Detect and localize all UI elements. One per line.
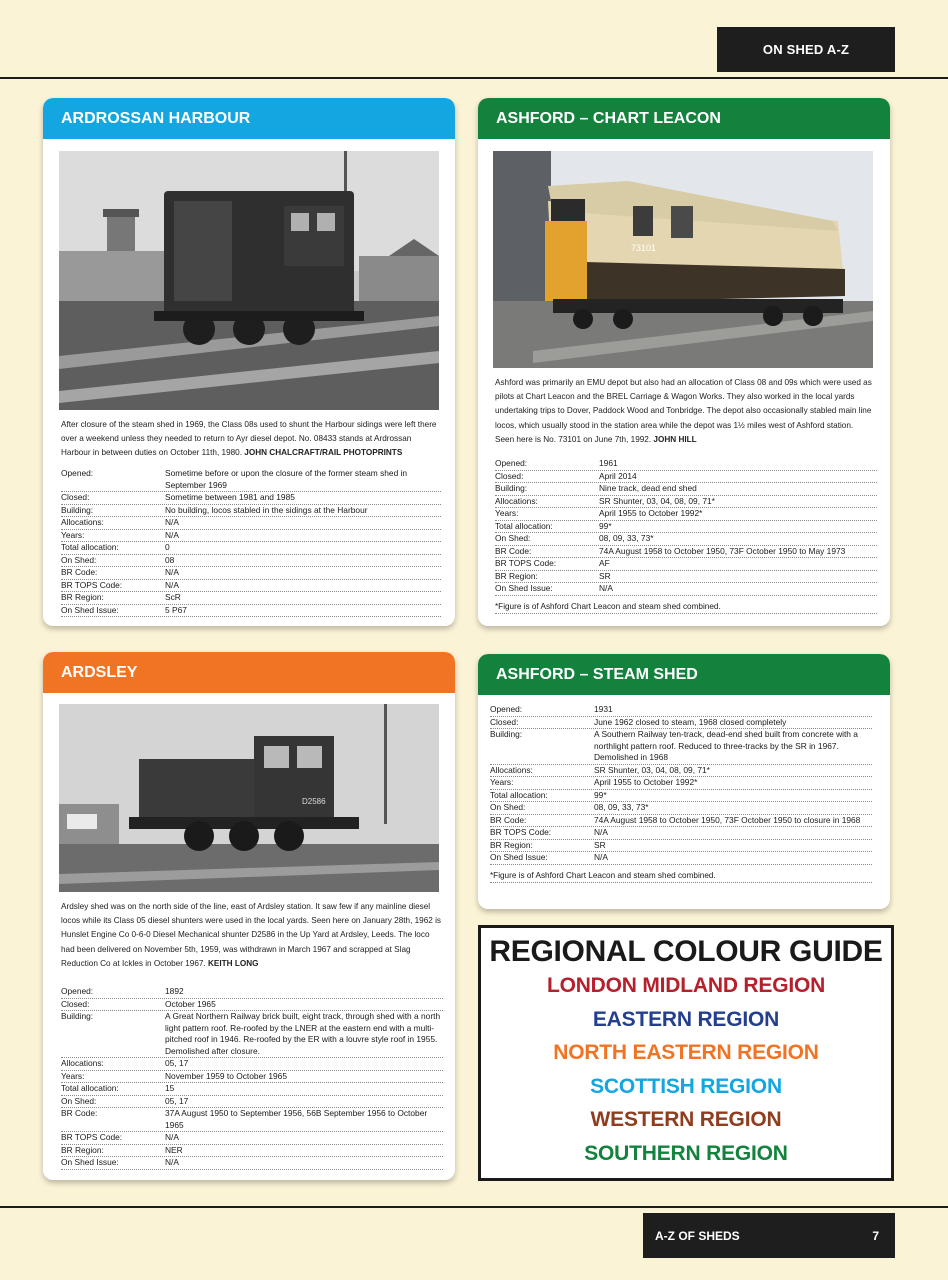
fact-row [61, 505, 441, 518]
fact-label: Total allocation: [61, 542, 119, 552]
fact-row [490, 852, 872, 865]
fact-label: BR Region: [490, 839, 533, 850]
fact-row [61, 1058, 443, 1071]
photo-credit: JOHN CHALCRAFT/RAIL PHOTOPRINTS [244, 448, 403, 458]
fact-value: April 1955 to October 1992* [599, 508, 703, 518]
fact-label: BR TOPS Code: [61, 579, 123, 590]
fact-label: Allocations: [61, 1058, 104, 1068]
fact-row [61, 468, 441, 492]
photo-caption [61, 900, 443, 971]
fact-label: Opened: [495, 458, 528, 468]
fact-label: Closed: [61, 998, 90, 1009]
fact-value: 37A August 1950 to September 1956, 56B September 1956 to October 1965 [165, 1108, 428, 1130]
fact-label: Years: [61, 1070, 85, 1081]
photo-credit: KEITH LONG [208, 958, 259, 968]
section-label: ON SHED A-Z [762, 42, 850, 57]
fact-row [490, 717, 872, 730]
fact-row [61, 1083, 443, 1096]
fact-value: 15 [165, 1083, 175, 1093]
footnote: *Figure is of Ashford Chart Leacon and steam shed combined. [495, 596, 877, 614]
fact-row [61, 605, 441, 618]
fact-value: A Southern Railway ten-track, dead-end shed built from concrete with a northlight pattern roof. Reduced to three-tracks by the SR in 1967. Demolished in 1968 [594, 729, 858, 762]
fact-value: 74A August 1958 to October 1950, 73F October 1950 to closure in 1968 [594, 814, 861, 825]
top-rule [0, 77, 948, 79]
caption-text: After closure of the steam shed in 1969, the Class 08s used to shunt the Harbour sidings were left there over a weekend unless they needed to return to Ayr diesel depot. No. 08433 stands at Ardrossan Harbour in between duties on October 11th, 1980. [61, 420, 437, 458]
fact-label: BR Code: [495, 545, 532, 556]
facts-table [61, 986, 443, 1170]
fact-value: ScR [165, 592, 181, 602]
loco-number-label: D2586 [302, 797, 326, 806]
fact-row [61, 1157, 443, 1170]
fact-row [490, 765, 872, 778]
fact-row [61, 1011, 443, 1058]
facts-table [495, 458, 877, 614]
photo-caption [495, 376, 873, 447]
fact-row [61, 1096, 443, 1109]
fact-value: 1931 [594, 704, 613, 714]
fact-value: NER [165, 1144, 183, 1155]
fact-label: Allocations: [490, 764, 533, 775]
fact-label: BR TOPS Code: [490, 827, 552, 837]
fact-value: N/A [594, 827, 608, 837]
fact-row [495, 571, 877, 584]
fact-value: 99* [594, 789, 607, 800]
fact-value: N/A [165, 579, 179, 590]
fact-label: Allocations: [61, 517, 104, 527]
photo-class-73-locomotive [493, 151, 873, 368]
fact-row [495, 471, 877, 484]
fact-row [61, 1108, 443, 1132]
card-header [478, 654, 890, 695]
facts-table [61, 468, 441, 617]
fact-row [61, 986, 443, 999]
fact-label: Closed: [61, 492, 90, 502]
fact-label: BR Region: [61, 592, 104, 602]
card-ashford-steam-shed [478, 654, 890, 909]
fact-label: Opened: [61, 468, 94, 478]
fact-label: On Shed: [61, 1095, 97, 1106]
fact-label: On Shed Issue: [61, 1157, 119, 1167]
facts-table [490, 704, 872, 883]
fact-label: BR TOPS Code: [495, 558, 557, 568]
fact-label: On Shed: [495, 533, 531, 543]
fact-value: Sometime between 1981 and 1985 [165, 492, 295, 502]
card-header [478, 98, 890, 139]
card-ardsley [43, 652, 455, 1180]
fact-row [495, 458, 877, 471]
card-header [43, 652, 455, 693]
region-label: NORTH EASTERN REGION [553, 1041, 819, 1064]
fact-label: Opened: [61, 986, 94, 996]
fact-value: November 1959 to October 1965 [165, 1070, 287, 1081]
fact-row [495, 496, 877, 509]
fact-value: AF [599, 558, 610, 568]
fact-row [490, 790, 872, 803]
fact-row [490, 704, 872, 717]
fact-value: Nine track, dead end shed [599, 483, 697, 493]
fact-value: 08, 09, 33, 73* [594, 802, 649, 812]
card-ardrossan-harbour [43, 98, 455, 626]
fact-value: N/A [594, 852, 608, 862]
fact-value: 08 [165, 554, 175, 565]
fact-label: Building: [61, 1011, 94, 1021]
fact-value: April 1955 to October 1992* [594, 777, 698, 787]
fact-row [490, 840, 872, 853]
card-title: ARDSLEY [61, 663, 138, 681]
fact-row [61, 592, 441, 605]
fact-label: Years: [61, 529, 85, 540]
fact-value: N/A [165, 567, 179, 577]
fact-row [490, 729, 872, 765]
fact-value: October 1965 [165, 998, 216, 1009]
fact-value: 74A August 1958 to October 1950, 73F October 1950 to May 1973 [599, 545, 846, 556]
fact-value: SR [594, 839, 606, 850]
fact-row [61, 555, 441, 568]
region-list [481, 969, 891, 1170]
fact-label: BR TOPS Code: [61, 1132, 123, 1142]
fact-label: On Shed: [61, 554, 97, 565]
fact-value: 1961 [599, 458, 618, 468]
fact-row [61, 530, 441, 543]
fact-label: BR Code: [490, 814, 527, 825]
fact-value: SR [599, 570, 611, 581]
region-label: EASTERN REGION [592, 1007, 780, 1031]
region-label: LONDON MIDLAND REGION [546, 974, 826, 997]
fact-label: BR Region: [495, 570, 538, 581]
fact-row [495, 546, 877, 559]
fact-value: 99* [599, 520, 612, 531]
fact-row [61, 517, 441, 530]
card-header [43, 98, 455, 139]
fact-value: June 1962 closed to steam, 1968 closed completely [594, 716, 787, 727]
loco-number-label: 73101 [631, 243, 657, 253]
footnote: *Figure is of Ashford Chart Leacon and steam shed combined. [490, 865, 872, 883]
fact-label: Closed: [490, 716, 519, 727]
fact-label: Allocations: [495, 495, 538, 506]
fact-label: BR Code: [61, 1108, 98, 1118]
fact-label: On Shed Issue: [61, 604, 119, 615]
fact-row [490, 815, 872, 828]
caption-text: Ashford was primarily an EMU depot but also had an allocation of Class 08 and 09s which were used as pilots at Chart Leacon and the BREL Carriage & Wagon Works. They also worked in the local yards undertaking trips to Dover, Paddock Wood and Tonbridge. The depot also occasionally stabled main line locos, which usually stood in the station area while the depot was 1½ miles west of Ashford station. Seen here is No. 73101 on June 7th, 1992. [495, 378, 872, 444]
fact-value: 08, 09, 33, 73* [599, 533, 654, 543]
fact-value: 05, 17 [165, 1058, 189, 1068]
footer-label: A-Z OF SHEDS [655, 1228, 740, 1243]
fact-label: Closed: [495, 470, 524, 481]
fact-value: N/A [165, 1157, 179, 1167]
fact-label: Total allocation: [490, 789, 548, 800]
fact-row [61, 1071, 443, 1084]
fact-value: N/A [165, 529, 179, 540]
fact-label: BR Region: [61, 1144, 104, 1155]
fact-value: 5 P67 [165, 604, 187, 615]
card-ashford-chart-leacon [478, 98, 890, 626]
region-label: WESTERN REGION [590, 1108, 782, 1131]
fact-value: A Great Northern Railway brick built, eight track, through shed with a north light pattern roof. Re-roofed by the LNER at the eastern end with a multi-pitched roof in 1946. Re-roofed by the ER with a louvre style roof in 1955. Demolished after closure. [165, 1011, 441, 1056]
fact-value: 1892 [165, 986, 184, 996]
fact-row [495, 521, 877, 534]
page-number: 7 [872, 1228, 879, 1243]
photo-class-08-shunter [59, 151, 439, 410]
fact-value: SR Shunter, 03, 04, 08, 09, 71* [599, 495, 715, 506]
fact-label: On Shed Issue: [495, 583, 553, 593]
card-title: ARDROSSAN HARBOUR [61, 109, 251, 127]
fact-row [490, 827, 872, 840]
fact-row [495, 508, 877, 521]
regional-colour-guide [478, 925, 894, 1181]
fact-label: Years: [495, 508, 519, 518]
fact-label: Total allocation: [61, 1083, 119, 1093]
region-label: SCOTTISH REGION [590, 1074, 782, 1098]
fact-value: April 2014 [599, 470, 637, 481]
fact-row [61, 542, 441, 555]
caption-text: Ardsley shed was on the north side of the line, east of Ardsley station. It saw few if any mainline diesel locos while its Class 05 diesel shunters were used in the local yards. Seen here on January 28th, 1962 is Hunslet Engine Co 0-6-0 Diesel Mechanical shunter D2586 in the Up Yard at Ardsley, Leeds. The loco had been delivered on November 5th, 1959, was withdrawn in March 1967 and scrapped at Slag Reduction Co at Ickles in October 1967. [61, 902, 442, 968]
region-label: SOUTHERN REGION [584, 1141, 788, 1165]
fact-row [495, 483, 877, 496]
guide-title: REGIONAL COLOUR GUIDE [489, 935, 883, 968]
card-title: ASHFORD – CHART LEACON [496, 109, 721, 127]
fact-label: Building: [490, 729, 523, 739]
fact-row [61, 1145, 443, 1158]
fact-row [495, 558, 877, 571]
fact-label: Building: [495, 483, 528, 493]
photo-d2586-shunter [59, 704, 439, 892]
fact-row [61, 492, 441, 505]
fact-row [490, 777, 872, 790]
photo-credit: JOHN HILL [653, 434, 697, 444]
fact-value: Sometime before or upon the closure of the former steam shed in September 1969 [165, 468, 408, 490]
fact-row [495, 583, 877, 596]
section-tab [717, 27, 895, 72]
fact-label: Years: [490, 777, 514, 787]
fact-row [61, 567, 441, 580]
fact-label: Total allocation: [495, 520, 553, 531]
footer-tab [643, 1213, 895, 1258]
fact-label: Opened: [490, 704, 523, 714]
fact-row [61, 1132, 443, 1145]
fact-value: SR Shunter, 03, 04, 08, 09, 71* [594, 764, 710, 775]
fact-value: 0 [165, 542, 170, 552]
photo-caption [61, 418, 441, 461]
fact-row [495, 533, 877, 546]
fact-label: BR Code: [61, 567, 98, 577]
fact-row [61, 580, 441, 593]
bottom-rule [0, 1206, 948, 1208]
fact-label: Building: [61, 504, 94, 515]
fact-value: N/A [165, 517, 179, 527]
fact-label: On Shed Issue: [490, 852, 548, 862]
fact-value: No building, locos stabled in the sidings at the Harbour [165, 504, 368, 515]
fact-row [61, 999, 443, 1012]
fact-value: 05, 17 [165, 1095, 189, 1106]
fact-row [490, 802, 872, 815]
fact-label: On Shed: [490, 802, 526, 812]
fact-value: N/A [599, 583, 613, 593]
card-title: ASHFORD – STEAM SHED [496, 665, 698, 683]
fact-value: N/A [165, 1132, 179, 1142]
